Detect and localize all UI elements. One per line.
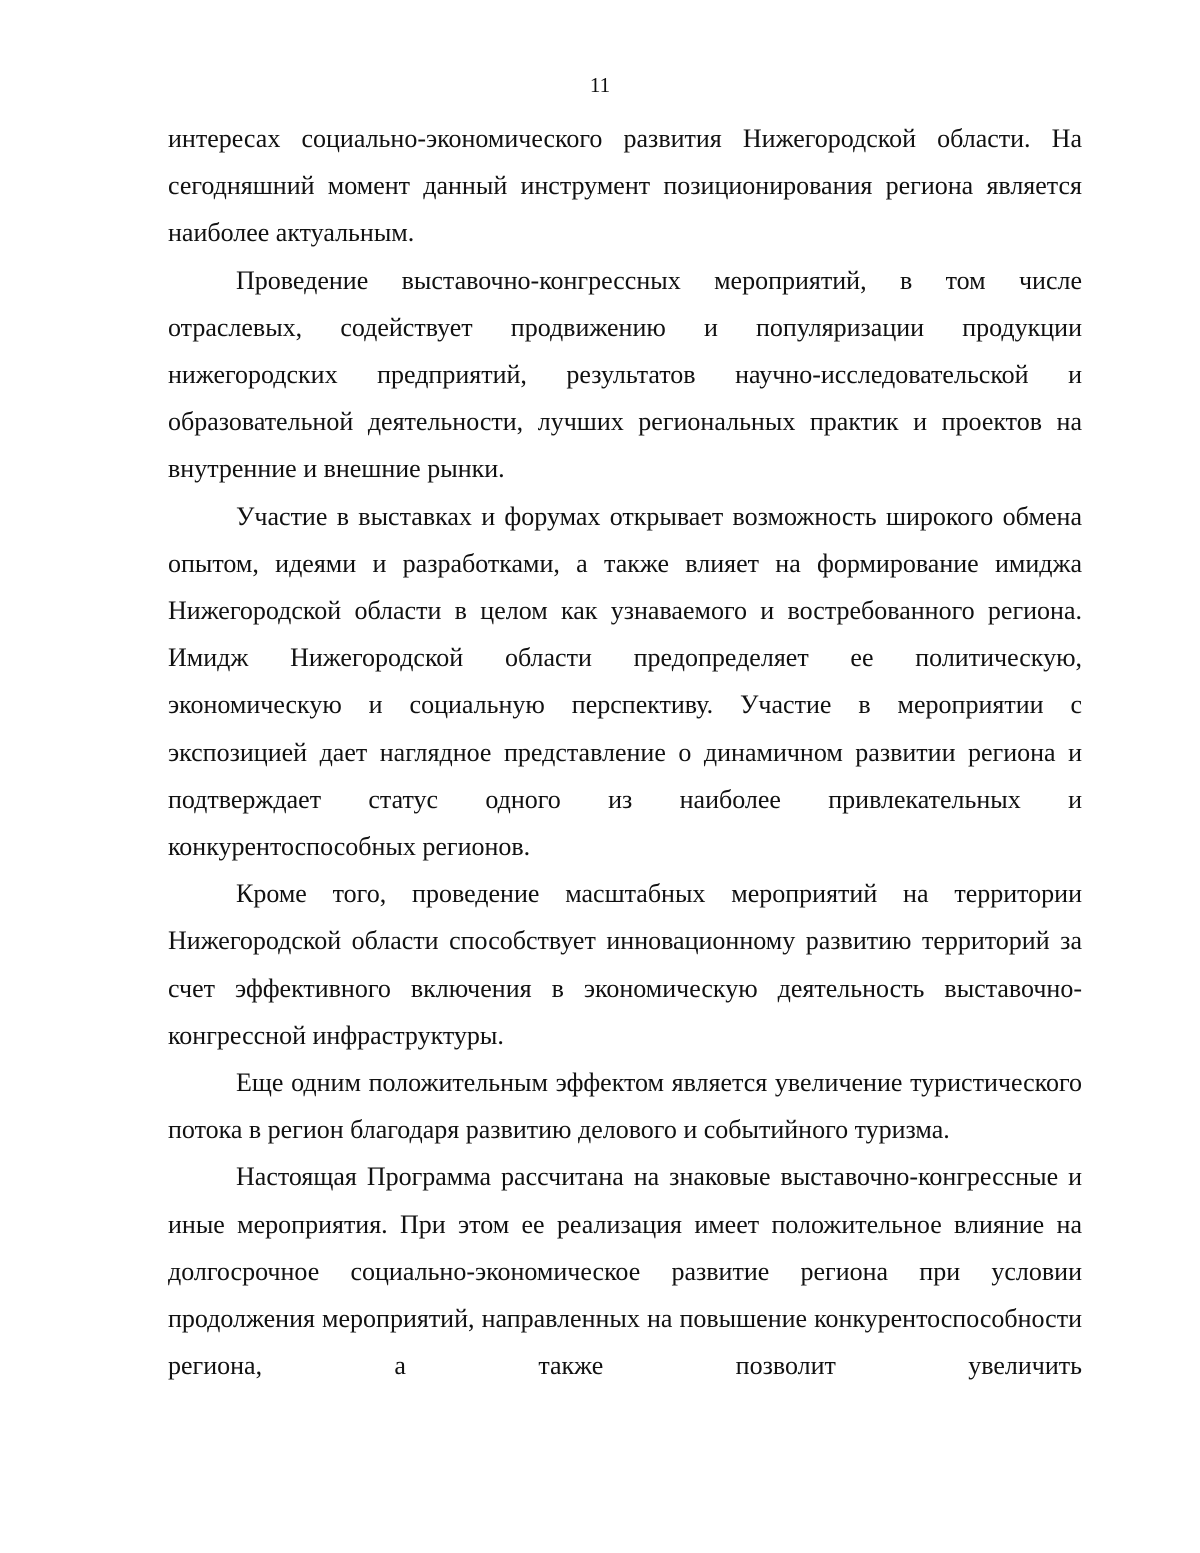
paragraph-continuation: интересах социально-экономического развития Нижегородской области. На сегодняшний момент данный инструмент позиционирования региона является наиболее актуальным. — [168, 124, 1082, 248]
page-number: 11 — [589, 73, 611, 97]
paragraph-innovation-development: Кроме того, проведение масштабных мероприятий на территории Нижегородской области способствует инновационному развитию территорий за счет эффективного включения в экономическую деятельность выставочно-конгрессной инфраструктуры. — [168, 879, 1082, 1050]
paragraph-participation-image: Участие в выставках и форумах открывает возможность широкого обмена опытом, идеями и разработками, а также влияет на формирование имиджа Нижегородской области в целом как узнаваемого и востребованного региона. Имидж Нижегородской области предопределяет ее политическую, экономическую и социальную перспективу. Участие в мероприятии с экспозицией дает наглядное представление о динамичном развитии региона и подтверждает статус одного из наиболее привлекательных и конкурентоспособных регионов. — [168, 501, 1082, 862]
paragraph-tourism-effect: Еще одним положительным эффектом является увеличение туристического потока в регион благодаря развитию делового и событийного туризма. — [168, 1068, 1082, 1145]
paragraph-program-scope: Настоящая Программа рассчитана на знаковые выставочно-конгрессные и иные мероприятия. При этом ее реализация имеет положительное влияние на долгосрочное социально-экономическое развитие региона при условии продолжения мероприятий, направленных на повышение конкурентоспособности региона, а также позволит увеличить — [168, 1162, 1082, 1381]
paragraph-exhibition-events: Проведение выставочно-конгрессных мероприятий, в том числе отраслевых, содействует продвижению и популяризации продукции нижегородских предприятий, результатов научно-исследовательской и образовательной деятельности, лучших региональных практик и проектов на внутренние и внешние рынки. — [168, 265, 1082, 484]
document-body — [168, 115, 1082, 1389]
